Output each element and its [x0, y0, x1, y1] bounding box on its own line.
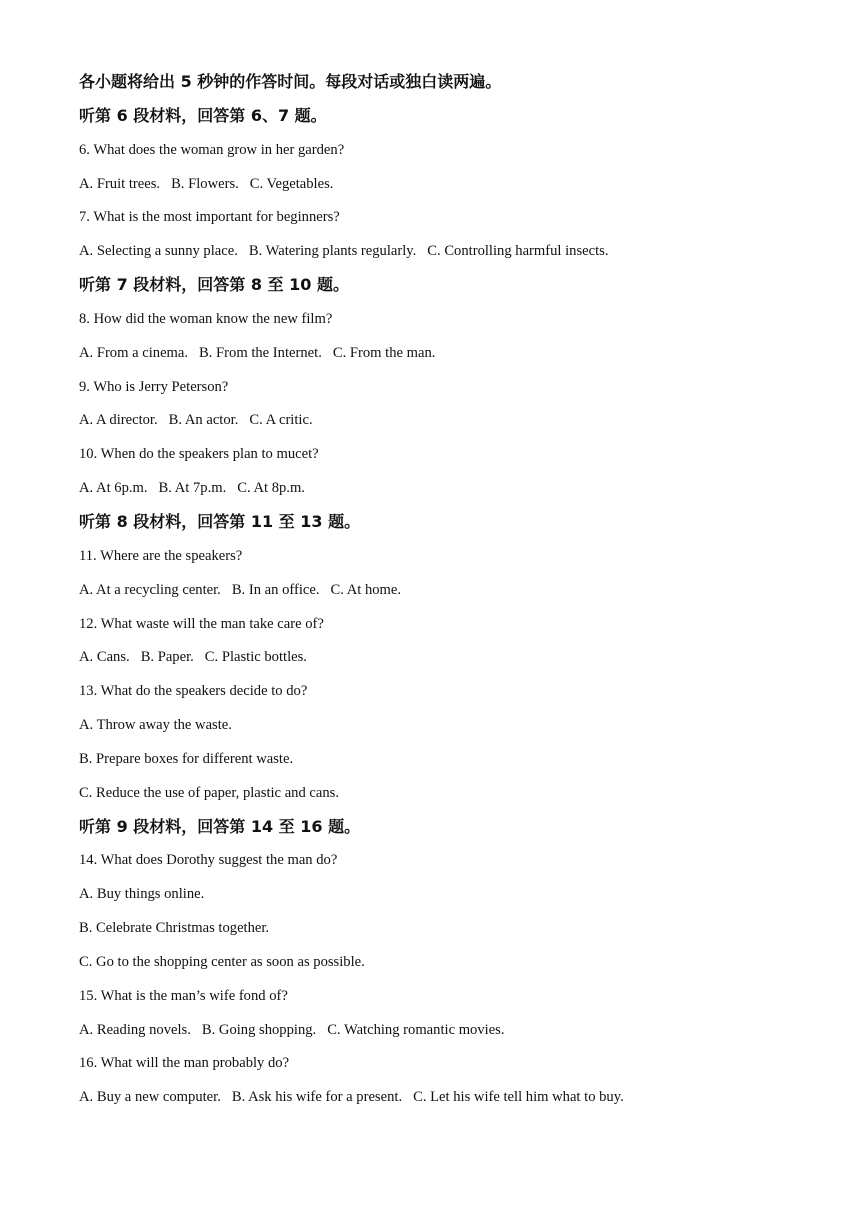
answer-option: A. Reading novels. — [79, 1021, 191, 1038]
answer-option: B. An actor. — [168, 412, 239, 429]
answer-option: B. From the Internet. — [199, 344, 322, 361]
answer-option: B. Ask his wife for a present. — [231, 1089, 403, 1106]
question-text: 13. What do the speakers decide to do? — [79, 683, 308, 700]
question-text: 7. What is the most important for beginners? — [79, 209, 340, 226]
answer-option: A. Buy things online. — [79, 886, 205, 903]
answer-options-row — [79, 1015, 839, 1049]
answer-options-row — [79, 1082, 839, 1116]
document-page — [79, 67, 839, 1116]
answer-option: C. Watching romantic movies. — [327, 1021, 505, 1038]
answer-option: A. Throw away the waste. — [79, 717, 232, 734]
answer-option: B. In an office. — [231, 581, 320, 598]
answer-option: B. Prepare boxes for different waste. — [79, 750, 294, 767]
answer-option: C. Controlling harmful insects. — [427, 243, 609, 260]
answer-option: A. Buy a new computer. — [79, 1089, 221, 1106]
answer-option: B. Watering plants regularly. — [248, 243, 417, 260]
question-text: 15. What is the man’s wife fond of? — [79, 987, 288, 1004]
answer-option: C. At 8p.m. — [237, 480, 305, 497]
question-text: 10. When do the speakers plan to mucet? — [79, 446, 319, 463]
answer-option: C. At home. — [330, 581, 402, 598]
answer-options-row — [79, 405, 839, 439]
answer-option: B. Paper. — [140, 649, 194, 666]
answer-option: A. A director. — [79, 412, 158, 429]
instructions-intro: 各小题将给出 5 秒钟的作答时间。每段对话或独白读两遍。 — [79, 72, 502, 91]
answer-option: B. At 7p.m. — [158, 480, 227, 497]
answer-option: A. Fruit trees. — [79, 175, 161, 192]
section-heading: 听第 6 段材料，回答第 6、7 题。 — [79, 105, 327, 125]
question-text: 14. What does Dorothy suggest the man do? — [79, 852, 338, 869]
answer-option: C. Plastic bottles. — [204, 649, 307, 666]
answer-options-row — [79, 169, 839, 203]
question-text: 8. How did the woman know the new film? — [79, 310, 333, 327]
answer-options-row — [79, 236, 839, 270]
question-list — [79, 101, 839, 1116]
answer-option: B. Flowers. — [171, 175, 239, 192]
answer-options-row — [79, 338, 839, 372]
question-text: 16. What will the man probably do? — [79, 1055, 290, 1072]
section-heading: 听第 9 段材料，回答第 14 至 16 题。 — [79, 816, 361, 836]
answer-option: C. Let his wife tell him what to buy. — [413, 1089, 624, 1106]
answer-options-row — [79, 575, 839, 609]
answer-options-row — [79, 473, 839, 507]
answer-option: A. At a recycling center. — [79, 581, 221, 598]
answer-option: C. Vegetables. — [249, 175, 334, 192]
section-heading: 听第 7 段材料，回答第 8 至 10 题。 — [79, 275, 349, 295]
section-heading: 听第 8 段材料，回答第 11 至 13 题。 — [79, 511, 361, 531]
answer-option: C. Reduce the use of paper, plastic and cans. — [79, 784, 339, 801]
answer-option: C. A critic. — [249, 412, 313, 429]
answer-option: B. Going shopping. — [201, 1021, 317, 1038]
question-text: 11. Where are the speakers? — [79, 547, 243, 564]
answer-option: A. From a cinema. — [79, 344, 189, 361]
answer-options-row — [79, 642, 839, 676]
answer-option: C. Go to the shopping center as soon as possible. — [79, 953, 365, 970]
answer-option: A. At 6p.m. — [79, 480, 148, 497]
answer-option: A. Selecting a sunny place. — [79, 243, 238, 260]
question-text: 6. What does the woman grow in her garden? — [79, 141, 345, 158]
answer-option: C. From the man. — [332, 344, 436, 361]
question-text: 12. What waste will the man take care of? — [79, 615, 324, 632]
answer-option: A. Cans. — [79, 649, 130, 666]
answer-option: B. Celebrate Christmas together. — [79, 920, 270, 937]
question-text: 9. Who is Jerry Peterson? — [79, 378, 229, 395]
